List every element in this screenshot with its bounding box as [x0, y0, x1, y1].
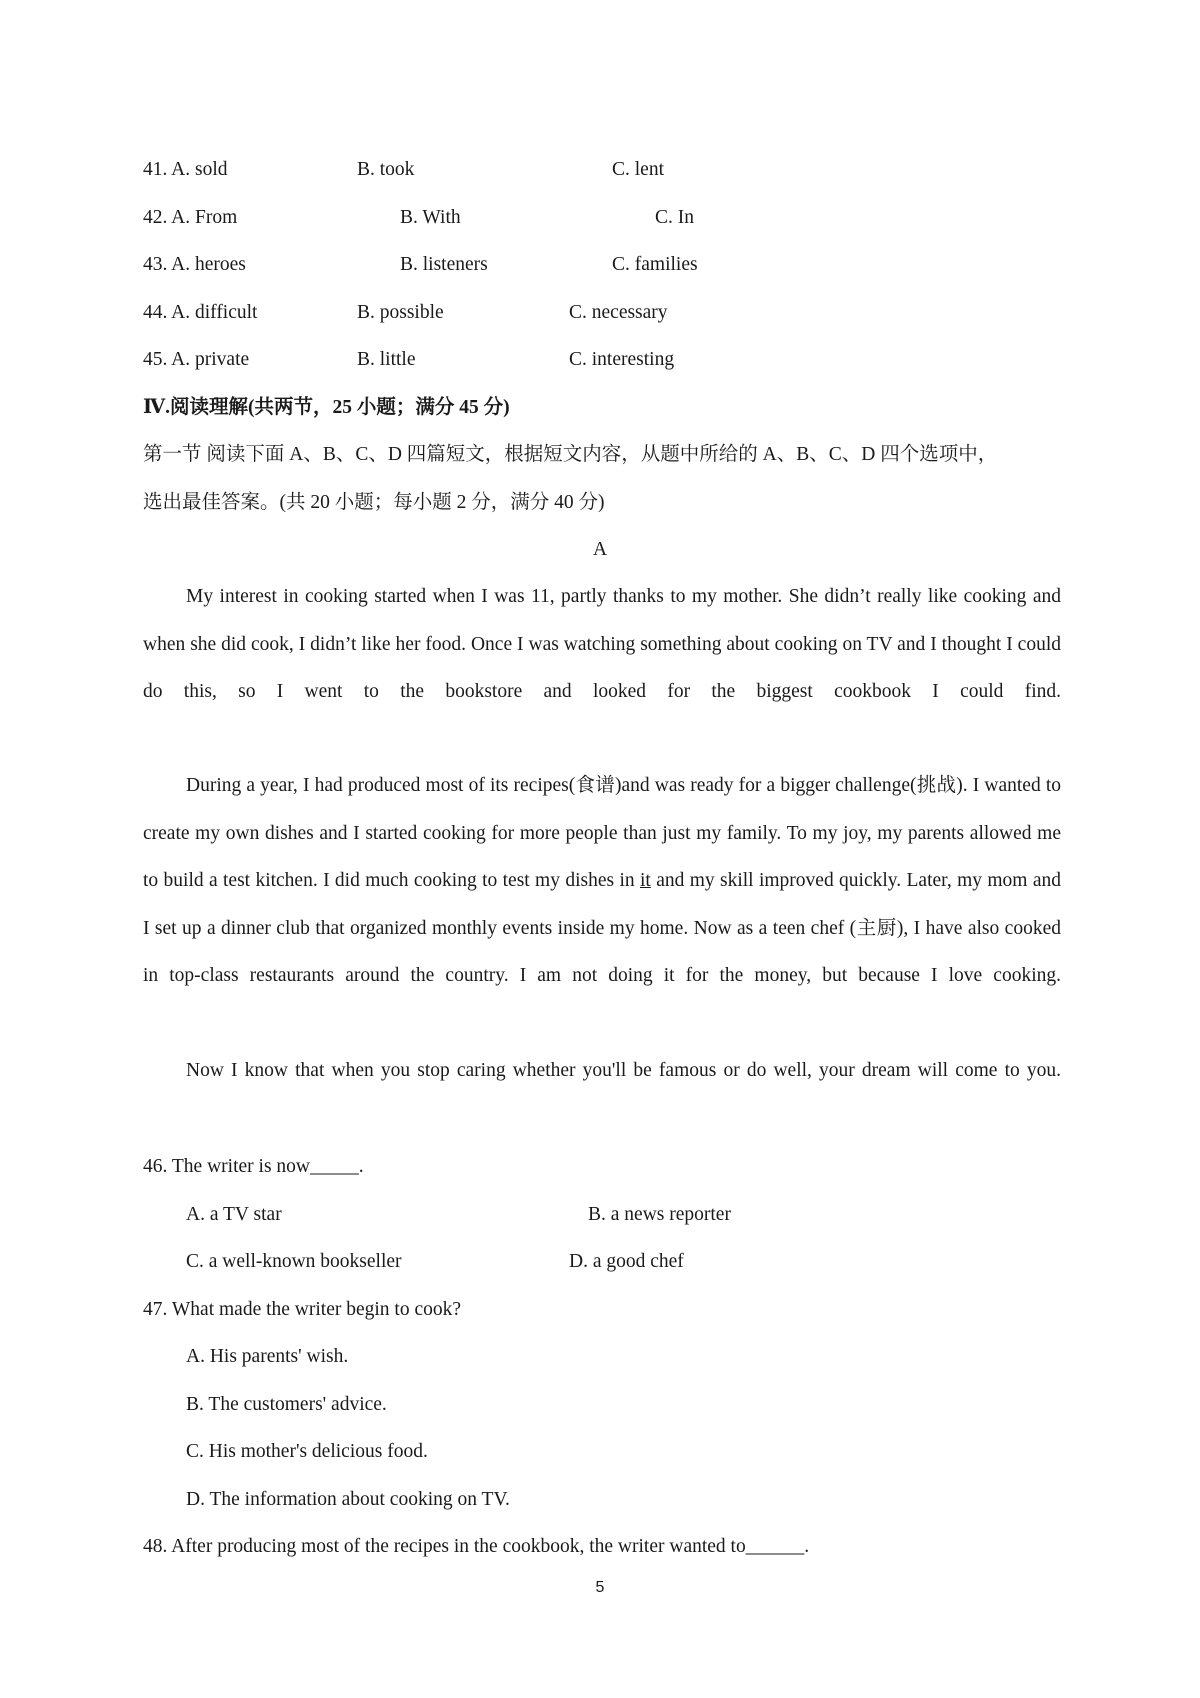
q46-stem: 46. The writer is now_____. — [143, 1156, 364, 1177]
q46-option-d: D. a good chef — [569, 1251, 684, 1272]
q48-stem: 48. After producing most of the recipes in the cookbook, the writer wanted to______. — [143, 1536, 810, 1557]
section-heading: Ⅳ.阅读理解(共两节，25 小题；满分 45 分) — [143, 397, 510, 418]
q44-option-a: 44. A. difficult — [143, 302, 258, 323]
q47-option-c: C. His mother's delicious food. — [186, 1441, 428, 1462]
paragraph-2-underlined-word: it — [640, 870, 651, 891]
q47-option-b: B. The customers' advice. — [186, 1394, 387, 1415]
q42-option-a: 42. A. From — [143, 207, 238, 228]
q45-option-a: 45. A. private — [143, 349, 250, 370]
q47-stem: 47. What made the writer begin to cook? — [143, 1299, 462, 1320]
page-number: 5 — [595, 1579, 605, 1596]
q45-option-c: C. interesting — [569, 349, 675, 370]
passage-paragraph-1 — [143, 573, 1061, 763]
q44-option-c: C. necessary — [569, 302, 668, 323]
q46-option-c: C. a well-known bookseller — [186, 1251, 402, 1272]
q43-option-c: C. families — [612, 254, 698, 275]
passage-title: A — [592, 539, 608, 560]
passage-paragraph-2 — [143, 762, 1061, 1047]
q47-option-d: D. The information about cooking on TV. — [186, 1489, 510, 1510]
q41-option-a: 41. A. sold — [143, 159, 228, 180]
q45-option-b: B. little — [357, 349, 416, 370]
paragraph-2-text-a: During a year, I had produced most of its recipes(食谱)and was ready for a bigger challenge(挑战). I wanted to create my own dishes and I started cooking for more people than just my family. To my joy, my parents allowed me to build a test kitchen. I did much cooking to test my dishes in — [143, 775, 1061, 891]
q42-option-b: B. With — [400, 207, 461, 228]
paragraph-1-text: My interest in cooking started when I was 11, partly thanks to my mother. She didn’t really like cooking and when she did cook, I didn’t like her food. Once I was watching something about cooking on TV and I thought I could do this, so I went to the bookstore and looked for the biggest cookbook I could find. — [143, 586, 1061, 702]
q43-option-a: 43. A. heroes — [143, 254, 246, 275]
instruction-line-2: 选出最佳答案。(共 20 小题；每小题 2 分，满分 40 分) — [143, 492, 605, 513]
q44-option-b: B. possible — [357, 302, 444, 323]
passage-paragraph-3 — [143, 1047, 1061, 1142]
q46-option-a: A. a TV star — [186, 1204, 282, 1225]
paragraph-3-text: Now I know that when you stop caring whether you'll be famous or do well, your dream will come to you. — [186, 1060, 1061, 1081]
paragraph-2-text-b: and my skill improved quickly. Later, my mom and I set up a dinner club that organized monthly events inside my home. Now as a teen chef (主厨), I have also cooked in top-class restaurants around the country. I am not doing it for the money, but because I love cooking. — [143, 870, 1061, 986]
q42-option-c: C. In — [655, 207, 694, 228]
q46-option-b: B. a news reporter — [588, 1204, 731, 1225]
q41-option-c: C. lent — [612, 159, 664, 180]
q47-option-a: A. His parents' wish. — [186, 1346, 349, 1367]
q43-option-b: B. listeners — [400, 254, 488, 275]
q41-option-b: B. took — [357, 159, 415, 180]
instruction-line-1: 第一节 阅读下面 A、B、C、D 四篇短文，根据短文内容，从题中所给的 A、B、C、D 四个选项中， — [143, 444, 998, 465]
